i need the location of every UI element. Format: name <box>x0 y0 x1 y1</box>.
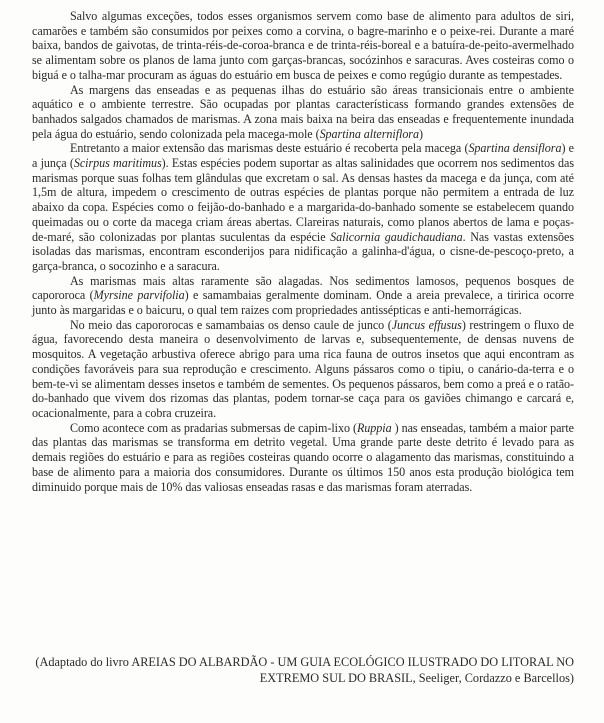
text-segment: Salvo algumas exceções, todos esses organismos servem como base de alimento para adultos de siri, camarões e também são consumidos por peixes como a corvina, o bagre-marinho e o peixe-rei. Durante a maré baixa, bandos de gaivotas, de trinta-réis-de-coroa-branca e de trinta-réis-boreal e a batuíra-de-peito-avermelhado se alimentam sobre os planos de lama junto com garças-brancas, socózinhos e saracuras. Aves costeiras como o biguá e o talha-mar procuram as águas do estuário em busca de peixes e como regúgio durante as tempestades. <box>32 9 574 82</box>
paragraph <box>32 9 574 83</box>
species-name: Ruppia <box>356 420 392 435</box>
citation-prefix: (Adaptado do livro <box>35 655 132 669</box>
text-segment: Entretanto a maior extensão das marismas deste estuário é recoberta pela macega ( <box>70 141 469 156</box>
citation-suffix: , Seeliger, Cordazzo e Barcellos) <box>412 671 574 685</box>
text-segment: ) e a junça ( <box>32 141 574 171</box>
species-name: Scirpus maritimus <box>73 156 162 171</box>
paragraph <box>32 83 574 142</box>
paragraph <box>32 318 574 421</box>
text-segment: ) restringem o fluxo de água, favorecendo desta maneira o desenvolvimento de larvas e, subsequentemente, de densas nuvens de mosquitos. A vegetação arbustiva oferece abrigo para uma rica fauna de outros insetos que aqui encontram as condições favoráveis para sua reprodução e crescimento. Alguns pássaros como o tipiu, o canário-da-terra e o bem-te-vi se alimentam desses insetos e também de sementes. Os pequenos pássaros, bem como a preá e o ratão-do-banhado que vivem dos rizomas das plantas, podem tornar-se caça para os gaviões chimango e carcará e, ocacionalmente, para a cobra cruzeira. <box>32 317 574 420</box>
paragraph <box>32 421 574 495</box>
text-segment: ) nas enseadas, também a maior parte das plantas das marismas se transforma em detrito vegetal. Uma grande parte deste detrito é levado para as demais regiões do estuário e para as regiões costeiras quando ocorre o alagamento das marismas, constituindo a base de alimento para a maioria dos consumidores. Durante os últimos 150 anos esta produção biológica tem diminuido porque mais de 10% das valiosas enseadas rasas e das marismas foram aterradas. <box>32 420 574 494</box>
text-segment: ) e samambaias geralmente dominam. Onde a areia prevalece, a tiririca ocorre junto às margaridas e o baicuru, o qual tem raizes com propriedades antissépticas e anti-hemorrágicas. <box>32 288 574 318</box>
text-segment: ). Estas espécies podem suportar as altas salinidades que ocorrem nos sedimentos das marismas porque suas folhas tem glândulas que excretam o sal. As densas hastes da macega e da junça, com até 1,5m de altura, impedem o crescimento de outras espécies de plantas porque não permitem a entrada de luz abaixo da copa. Espécies como o feijão-do-banhado e a margarida-do-banhado somente se estabelecem quando queimadas ou o corte da macega criam áreas abertas. Clareiras naturais, como planos abertos de lama e poças-de-maré, são colonizadas por plantas suculentas da espécie <box>32 156 575 244</box>
citation-book-title: AREIAS DO ALBARDÃO - UM GUIA ECOLÓGICO ILUSTRADO DO LITORAL NO EXTREMO SUL DO BRASIL <box>131 655 574 685</box>
source-citation <box>34 654 574 686</box>
paragraph <box>32 274 574 318</box>
text-segment: No meio das capororocas e samambaias os denso caule de junco ( <box>70 317 392 332</box>
article-body <box>32 9 574 494</box>
text-segment: As marismas mais altas raramente são alagadas. Nos sedimentos lamosos, pequenos bosques de capororoca ( <box>32 273 574 303</box>
text-segment: Como acontece com as pradarias submersas de capim-lixo ( <box>70 420 357 435</box>
species-name: Spartina alterniflora <box>319 126 419 141</box>
text-segment: As margens das enseadas e as pequenas ilhas do estuário são áreas transicionais entre o ambiente aquático e o ambiente terrestre. São ocupadas por plantas característicass formando grandes extensões de banhados salgados chamados de marismas. A zona mais baixa na beira das enseadas e frequentemente inundada pela água do estuário, sendo colonizada pela macega-mole ( <box>32 82 574 141</box>
text-segment: . Nas vastas extensões isoladas das marismas, encontram esconderijos para nidificação a galinha-d'água, o cisne-de-pescoço-preto, a garça-branca, o socozinho e a saracura. <box>32 229 574 273</box>
species-name: Salicornia gaudichaudiana <box>330 229 463 244</box>
paragraph <box>32 141 574 273</box>
text-segment: ) <box>418 126 423 141</box>
species-name: Juncus effusus <box>391 317 462 332</box>
species-name: Spartina densiflora <box>468 141 562 156</box>
species-name: Myrsine parvifolia <box>93 288 185 303</box>
